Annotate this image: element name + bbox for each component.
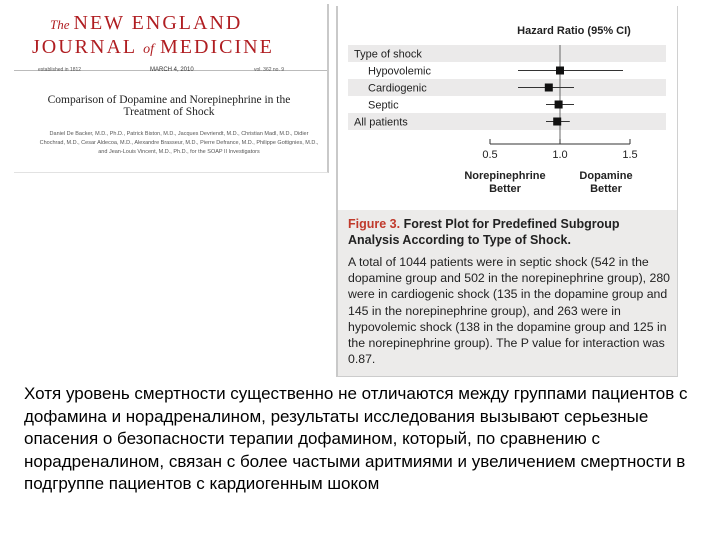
- article-authors: Daniel De Backer, M.D., Ph.D., Patrick Biston, M.D., Jacques Devriendt, M.D., Christian Madl, M.D., Didier Chochrad, M.D., Cesar Aldecoa, M.D., Alexandre Brasseur, M.D., Pierre Defrance, M.D., Philippe Gottignies, M.D., and Jean-Louis Vincent, M.D., Ph.D., for the SOAP II Investigators: [39, 131, 319, 155]
- summary-text: Хотя уровень смертности существенно не отличаются между группами пациентов с дофамина и норадреналином, результаты исследования вызывают серьезные опасения о безопасности терапии дофамином, который, по сравнению с норадреналином, связан с более частыми аритмиями и увеличением смертности в подгруппе пациентов с кардиогенным шоком: [24, 384, 688, 493]
- caption-title: [348, 216, 673, 248]
- left-direction-label-line2: Better: [489, 183, 521, 195]
- forest-plot: [338, 6, 677, 210]
- article-title: Comparison of Dopamine and Norepinephrine in the Treatment of Shock: [47, 94, 291, 118]
- figure-caption: [338, 210, 677, 376]
- point-estimate-marker: [555, 101, 563, 109]
- caption-body: A total of 1044 patients were in septic shock (542 in the dopamine group and 502 in the norepinephrine group), 280 were in cardiogenic shock (135 in the dopamine group and 145 in the norepinephrine group), and 263 were in hypovolemic shock (138 in the dopamine group and 125 in the norepinephrine group). The P value for interaction was 0.87.: [348, 255, 671, 367]
- left-direction-label-line1: Norepinephrine: [464, 170, 546, 182]
- forest-plot-figure: [336, 6, 678, 377]
- journal-established: established in 1812: [38, 67, 82, 73]
- journal-date: MARCH 4, 2010: [150, 67, 194, 73]
- right-direction-label-line1: Dopamine: [579, 170, 633, 182]
- caption-figure-number: Figure 3.: [348, 217, 401, 231]
- journal-name-of: of: [143, 42, 155, 57]
- row-label: Type of shock: [354, 48, 422, 61]
- journal-masthead: [14, 4, 327, 71]
- journal-clipping: [14, 4, 329, 173]
- x-tick-label: 0.5: [482, 149, 498, 161]
- caption-title-text: Forest Plot for Predefined Subgroup Analysis According to Type of Shock.: [348, 217, 620, 247]
- point-estimate-marker: [556, 67, 564, 75]
- x-tick-label: 1.0: [552, 149, 568, 161]
- row-label: Cardiogenic: [368, 82, 427, 95]
- x-tick-label: 1.5: [622, 149, 638, 161]
- row-label: Septic: [368, 99, 399, 112]
- journal-name-the: The: [50, 17, 70, 32]
- row-label: All patients: [354, 116, 408, 129]
- journal-name-journal: JOURNAL: [32, 36, 138, 58]
- right-direction-label-line2: Better: [590, 183, 622, 195]
- point-estimate-marker: [553, 118, 561, 126]
- journal-name-top: NEW ENGLAND: [73, 12, 243, 34]
- point-estimate-marker: [545, 84, 553, 92]
- forest-column-header: Hazard Ratio (95% CI): [517, 25, 631, 37]
- journal-volume: vol. 362 no. 9: [254, 67, 285, 73]
- journal-name-medicine: MEDICINE: [160, 36, 274, 58]
- row-label: Hypovolemic: [368, 65, 431, 78]
